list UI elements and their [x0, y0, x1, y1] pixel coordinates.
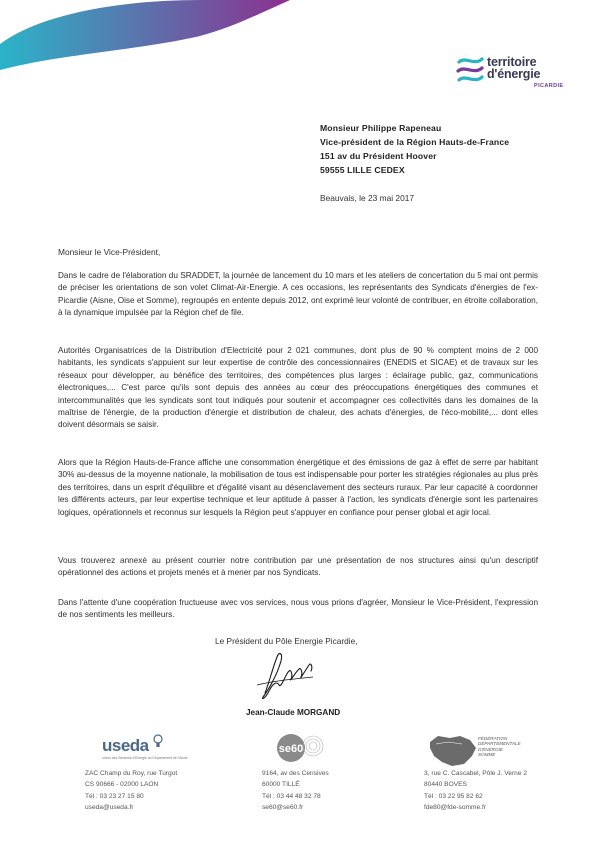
handwritten-signature [243, 645, 323, 705]
territoire-energie-logo [455, 56, 575, 92]
useda-logo-wordmark: useda [102, 736, 149, 755]
fde80-phone: Tél : 03 22 95 82 62 [424, 792, 483, 800]
useda-city: CS 90666 - 02000 LAON [85, 781, 159, 789]
useda-phone: Tél : 03 23 27 15 80 [85, 792, 144, 800]
logo-name-line1: territoire [487, 55, 537, 69]
recipient-name: Monsieur Philippe Rapeneau [320, 123, 442, 133]
logo-name-line2: d'énergie [487, 67, 541, 81]
fde80-city: 80440 BOVES [424, 781, 467, 789]
lightbulb-icon [153, 734, 163, 750]
header-swoosh-graphic [0, 0, 290, 70]
logo-region: PICARDIE [534, 83, 564, 89]
useda-address: ZAC Champ du Roy, rue Turgot [85, 770, 178, 777]
recipient-block [320, 121, 509, 177]
body-paragraph-2: Autorités Organisatrices de la Distribution d'Electricité pour 2 021 communes, dont plus de 90 % comptent moins de 2 000 habitants, les syndicats s'appuient sur leur expertise de contrôle des concessionnaires (ENEDIS et SICAE) et de travaux sur les réseaux pour développer, au bénéfice des territoires, des compétences plus larges : éclairage public, gaz, communications électroniques,... C'est parce qu'ils sont depuis des années au cœur des préoccupations énergétiques des communes et intercommunalités que les syndicats sont tout indiqués pour soutenir et accompagner ces collectivités dans les domaines de la maîtrise de l'énergie, de la production d'énergie et distribution de chaleur, des achats d'énergies, de l'éco-mobilité,... dont elles doivent désormais se saisir. [58, 346, 538, 430]
logo-wordmark [487, 56, 540, 80]
letter-date: Beauvais, le 23 mai 2017 [320, 193, 415, 203]
fde80-logo [428, 734, 544, 768]
se60-logo [275, 728, 327, 768]
closing-line: Le Président du Pôle Energie Picardie, [215, 636, 358, 646]
recipient-title: Vice-président de la Région Hauts-de-France [320, 137, 510, 147]
salutation: Monsieur le Vice-Président, [58, 247, 161, 257]
se60-logo-wordmark: se60 [278, 743, 304, 755]
fde80-email[interactable]: fde80@fde-somme.fr [424, 803, 487, 811]
se60-email[interactable]: se60@se60.fr [262, 803, 304, 811]
body-paragraph-1: Dans le cadre de l'élaboration du SRADDET, la journée de lancement du 10 mars et les ateliers de concertation du 5 mai ont permis de préciser les orientations de son volet Climat-Air-Energie. A ces occasions, les représentants des Syndicats d'énergies de l'ex-Picardie (Aisne, Oise et Somme), regroupés en entente depuis 2012, ont exprimé leur volonté de contribuer, en étroite collaboration, à la dynamique impulsée par la Région chef de file. [58, 271, 538, 318]
signer-name: Jean-Claude MORGAND [246, 708, 341, 717]
fde80-logo-line3: D'ÉNERGIE [478, 746, 503, 752]
se60-city: 60000 TILLÉ [262, 781, 300, 789]
fde80-logo-line1: FÉDÉRATION [478, 736, 508, 741]
se60-address: 9164, av des Censives [262, 770, 329, 777]
recipient-address1: 151 av du Président Hoover [320, 151, 437, 161]
energy-waves-icon [455, 56, 485, 88]
somme-map-icon [428, 734, 478, 768]
useda-logo [98, 734, 188, 764]
body-paragraph-4: Vous trouverez annexé au présent courrier notre contribution par une présentation de nos structures ainsi qu'un descriptif opérationnel des actions et projets menés et à mener par nos Syndicats. [58, 556, 538, 578]
useda-email[interactable]: useda@useda.fr [85, 803, 134, 811]
fde80-logo-wordmark [478, 736, 521, 758]
footer-se60-contact [262, 768, 329, 813]
body-paragraph-3: Alors que la Région Hauts-de-France affiche une consommation énergétique et des émissions de gaz à effet de serre par habitant 30% au-dessus de la moyenne nationale, la mobilisation de tous est indispensable pour porter les stratégies régionales au plus près des territoires, dans un esprit d'équilibre et d'égalité visant au désenclavement des secteurs ruraux. Par leur capacité à coordonner les différents acteurs, par leur expertise technique et leur aptitude à passer à l'action, les syndicats d'énergie sont les partenaires logiques, opérationnels et reconnus sur lesquels la Région peut s'appuyer en confiance pour penser global et agir local. [58, 458, 538, 517]
fde80-logo-line4: SOMME [478, 752, 496, 758]
useda-logo-tagline: Union des Secteurs d'Energie du Département de l'Aisne [102, 756, 188, 760]
recipient-address2: 59555 LILLE CEDEX [320, 165, 405, 175]
footer-useda-contact [85, 768, 177, 813]
footer-fde80-contact [424, 768, 527, 813]
se60-phone: Tél : 03 44 48 32 78 [262, 792, 321, 800]
fde80-logo-line2: DÉPARTEMENTALE [478, 741, 521, 747]
body-paragraph-5: Dans l'attente d'une coopération fructueuse avec vos services, nous vous prions d'agréer, Monsieur le Vice-Président, l'expression de nos sentiments les meilleurs. [58, 598, 538, 620]
fde80-address: 3, rue C. Cascabel, Pôle J. Verne 2 [424, 770, 527, 777]
